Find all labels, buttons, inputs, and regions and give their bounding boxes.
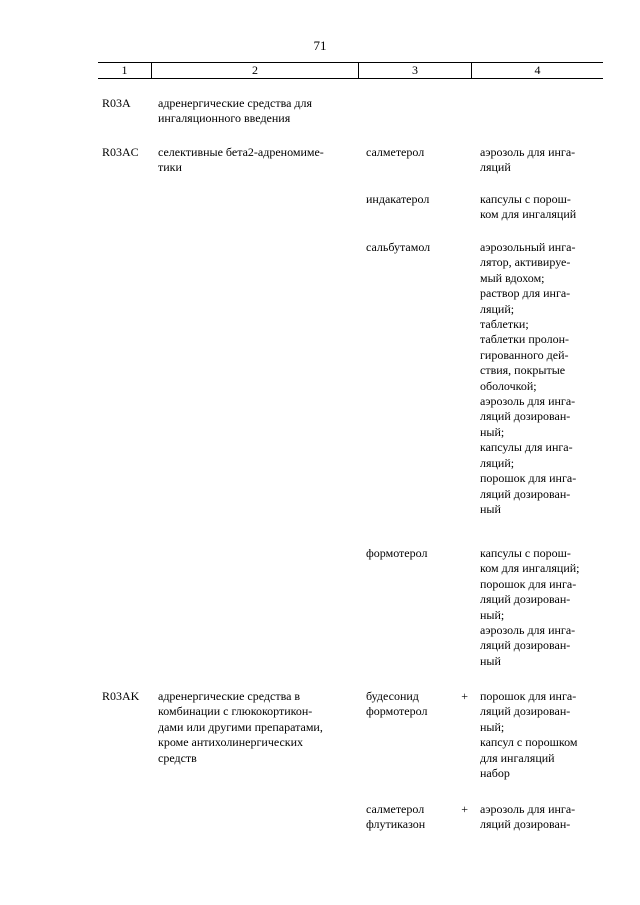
drug-name: индакатерол	[366, 192, 430, 206]
dosage-forms	[480, 145, 598, 176]
header-col-3: 3	[358, 63, 471, 78]
atc-code: R03AK	[102, 689, 140, 703]
dosage-form: капсулы с порош- ком для ингаляций	[480, 192, 577, 222]
dosage-form: аэрозоль для инга- ляций дозирован- ный	[480, 623, 576, 668]
atc-group-name: адренергические средства для ингаляционного введения	[158, 96, 313, 126]
dosage-forms	[480, 192, 598, 223]
drug-name: формотерол	[366, 546, 428, 560]
drug-name: салметерол	[366, 145, 425, 159]
atc-group-name: адренергические средства в комбинации с глюкокортикон- дами или другими препаратами, кроме антихолинергических средств	[158, 689, 323, 765]
header-col-2: 2	[151, 63, 358, 78]
dosage-form: порошок для инга- ляций дозирован- ный;	[480, 576, 577, 622]
dosage-form: таблетки;	[480, 317, 529, 332]
dosage-form: порошок для инга- ляций дозирован- ный;	[480, 689, 577, 734]
header-col-4: 4	[471, 63, 603, 78]
dosage-form: таблетки пролон- гированного дей- ствия, покрытые оболочкой;	[480, 332, 570, 393]
dosage-forms	[480, 802, 598, 833]
drug-name: будесонид формотерол +	[366, 689, 468, 719]
dosage-form: аэрозоль для инга- ляций дозирован-	[480, 802, 576, 832]
dosage-form: аэрозольный инга- лятор, активируе- мый вдохом;	[480, 240, 576, 285]
atc-group-name: селективные бета2-адреномиме- тики	[158, 145, 324, 175]
dosage-form: аэрозоль для инга- ляций	[480, 145, 576, 175]
atc-code: R03A	[102, 96, 131, 110]
plus-sign: +	[461, 802, 468, 816]
dosage-form: раствор для инга- ляций;	[480, 286, 571, 316]
drug-name: сальбутамол	[366, 240, 431, 254]
dosage-form: капсул с порошком для ингаляций набор	[480, 735, 578, 781]
dosage-form: порошок для инга- ляций дозирован- ный	[480, 471, 577, 516]
table-header	[98, 62, 603, 79]
dosage-forms	[480, 240, 598, 517]
dosage-forms	[480, 689, 598, 781]
dosage-form: капсулы с порош- ком для ингаляций;	[480, 546, 580, 576]
dosage-forms	[480, 546, 598, 669]
drug-name: салметерол флутиказон +	[366, 802, 468, 832]
page-number: 71	[313, 38, 327, 53]
dosage-form: аэрозоль для инга- ляций дозирован- ный;	[480, 394, 576, 439]
dosage-form: капсулы для инга- ляций;	[480, 440, 573, 470]
header-col-1: 1	[121, 63, 128, 77]
plus-sign: +	[461, 689, 468, 703]
atc-code: R03AC	[102, 145, 139, 159]
